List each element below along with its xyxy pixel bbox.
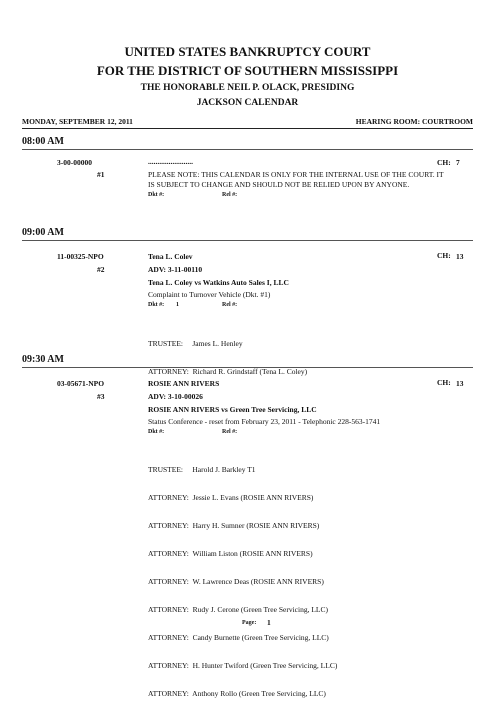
judge-line: THE HONORABLE NEIL P. OLACK, PRESIDING <box>140 83 355 93</box>
district-title: FOR THE DISTRICT OF SOUTHERN MISSISSIPPI <box>96 63 399 78</box>
time-divider <box>22 240 473 241</box>
party-line: ATTORNEY: Jessie L. Evans (ROSIE ANN RIVERS) <box>148 493 314 502</box>
hearing-description: Complaint to Turnover Vehicle (Dkt. #1) <box>148 290 271 299</box>
court-title: UNITED STATES BANKRUPTCY COURT <box>124 44 371 59</box>
adversary-title: ROSIE ANN RIVERS vs Green Tree Servicing, LLC <box>148 405 317 414</box>
docket-label: Dkt #: <box>148 429 165 435</box>
time-slot: 08:00 AM <box>22 136 64 147</box>
item-number: #1 <box>97 170 105 179</box>
party-line: ATTORNEY: W. Lawrence Deas (ROSIE ANN RIVERS) <box>148 577 324 586</box>
chapter-value: 13 <box>456 379 464 388</box>
time-slot: 09:00 AM <box>22 227 64 238</box>
case-title: ROSIE ANN RIVERS <box>148 379 220 388</box>
time-slot: 09:30 AM <box>22 354 64 365</box>
party-line: ATTORNEY: Anthony Rollo (Green Tree Servicing, LLC) <box>148 689 326 698</box>
adversary-title: Tena L. Coley vs Watkins Auto Sales I, LLC <box>148 278 289 287</box>
docket-label: Dkt #: <box>148 192 165 198</box>
chapter-label: CH: <box>437 378 451 387</box>
chapter-value: 13 <box>456 252 464 261</box>
party-line: ATTORNEY: H. Hunter Twiford (Green Tree Servicing, LLC) <box>148 661 338 670</box>
party-line: ATTORNEY: Richard R. Grindstaff (Tena L. Coley) <box>148 367 308 376</box>
chapter-value: 7 <box>456 158 460 167</box>
case-number: 11-00325-NPO <box>57 252 104 261</box>
calendar-name: JACKSON CALENDAR <box>196 98 299 108</box>
hearing-description: Status Conference - reset from February 23, 2011 - Telephonic 228-563-1741 <box>148 417 381 426</box>
header-divider <box>22 128 473 129</box>
case-title: ........................ <box>148 157 193 166</box>
related-label: Rel #: <box>222 302 238 308</box>
calendar-date: MONDAY, SEPTEMBER 12, 2011 <box>22 117 133 126</box>
hearing-room: HEARING ROOM: COURTROOM <box>355 117 473 126</box>
adversary-number: ADV: 3-11-00110 <box>148 265 203 274</box>
calendar-notice-line: PLEASE NOTE: THIS CALENDAR IS ONLY FOR THE INTERNAL USE OF THE COURT. IT <box>148 170 444 179</box>
party-line: TRUSTEE: Harold J. Barkley T1 <box>148 465 256 474</box>
docket-value: 1 <box>176 302 179 308</box>
time-divider <box>22 367 473 368</box>
page-label: Page: <box>242 620 257 626</box>
parties-list <box>148 321 307 386</box>
chapter-label: CH: <box>437 158 451 167</box>
item-number: #2 <box>97 265 105 274</box>
party-line: ATTORNEY: William Liston (ROSIE ANN RIVERS) <box>148 549 313 558</box>
page-number: 1 <box>267 618 271 627</box>
related-label: Rel #: <box>222 429 238 435</box>
adversary-number: ADV: 3-10-00026 <box>148 392 203 401</box>
time-divider <box>22 149 473 150</box>
party-line: TRUSTEE: James L. Henley <box>148 339 243 348</box>
related-label: Rel #: <box>222 192 238 198</box>
chapter-label: CH: <box>437 251 451 260</box>
parties-list <box>148 447 337 708</box>
case-title: Tena L. Colev <box>148 252 193 261</box>
docket-label: Dkt #: <box>148 302 165 308</box>
calendar-notice-line: IS SUBJECT TO CHANGE AND SHOULD NOT BE RELIED UPON BY ANYONE. <box>148 180 410 189</box>
party-line: ATTORNEY: Rudy J. Cerone (Green Tree Servicing, LLC) <box>148 605 328 614</box>
party-line: ATTORNEY: Harry H. Sumner (ROSIE ANN RIVERS) <box>148 521 320 530</box>
case-number: 03-05671-NPO <box>57 379 105 388</box>
item-number: #3 <box>97 392 105 401</box>
party-line: ATTORNEY: Candy Burnette (Green Tree Servicing, LLC) <box>148 633 329 642</box>
case-number: 3-00-00000 <box>57 158 92 167</box>
